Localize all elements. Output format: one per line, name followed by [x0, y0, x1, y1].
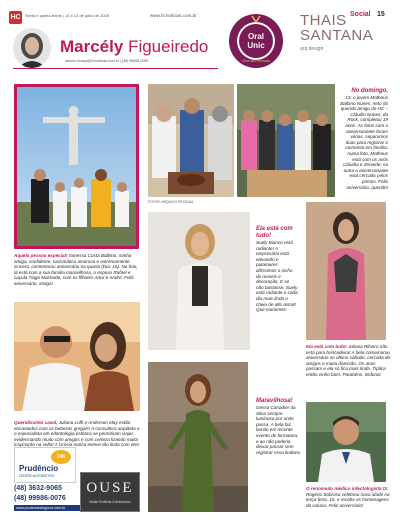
story-juliana-ribeiro-text [306, 344, 390, 378]
story-gessa-title: Maravilhosa! [256, 398, 293, 404]
prudencio-name: Prudêncio [19, 464, 59, 473]
ad-prudencio[interactable] [14, 447, 76, 519]
columnist-contact: admim.hcaqui@hcnoticias.com.br | (48) 99655-0081 [65, 59, 149, 63]
header [0, 0, 400, 78]
story-doctor-title: O renomado médico infectologista [306, 486, 382, 491]
story-suely-text [256, 226, 298, 313]
story-cristo-body: Vanessa Costa Balbino, minha amiga, confidente, carismática amorosa e extremamente sincera, comemorou aniversário na quarta (Dia, 16). Na foto, lá está com a sua família maravilhosa, o esposo Rafael e caçula Tiago Machado, com os filhotes Artur e André. Feliz aniversário, amiga! [14, 253, 138, 286]
story-couple-title: Queridíssimo casal, [14, 420, 58, 425]
story-doctor-text [306, 486, 392, 508]
page-number: 15 [377, 11, 385, 18]
sponsor-sub: arq design [300, 46, 324, 52]
oral-unic-seal [228, 12, 284, 70]
photo-birthday-cousins [237, 84, 335, 197]
photo-birthday-grandparents [148, 84, 234, 197]
prudencio-phone-1[interactable]: (48) 3632-9065 [14, 485, 84, 492]
hc-logo: HC [9, 11, 22, 24]
story-suely-body: Suely Bianco está radiante! A empresária está elevando o patamares altíssimos o nicho de moveis e decoração. E se não bastasse, Suely está radiante e cada dia mais linda e cheia de alto astral! Que momento! [256, 240, 298, 313]
columnist-last-name: Figueiredo [128, 37, 209, 56]
seal-bottom-text: Unic [247, 41, 265, 50]
columnist-underline [13, 68, 218, 69]
photo-credit: FOTOS: ARQUIVO PESSOAL [148, 200, 194, 204]
prudencio-badge: 24h [51, 450, 71, 464]
prudencio-site[interactable]: www.prudencioseguros.com.br [14, 505, 90, 511]
story-juliana-ribeiro-title: Ela está com tudo! [306, 344, 347, 349]
story-domingo-text [340, 88, 388, 190]
story-doctor-body: Dr. Rogério Sobrosa celebrou nova idade na terça-feira, 15, e recebe as homenagens da coluna. Feliz aniversário! [306, 486, 390, 508]
sponsor-line1: THAIS [300, 12, 347, 29]
seal-top-text: Oral [247, 32, 264, 41]
prudencio-sub: CENTRO AUTOMOTIVO [19, 474, 55, 478]
header-date: Sexta e quinta-feiras | 13 a 14 de julho de 2025 [25, 13, 109, 18]
seal-ring-text: Diva da Formosa [242, 59, 270, 63]
photo-couple [14, 302, 140, 411]
photo-cristo-family [14, 84, 139, 249]
photo-suely [148, 212, 250, 350]
story-juliana-ribeiro-body: Juliana Ribeiro não está para brincadeira! A bela comemorou aniversário no último sábado, cercada de amigos e muita diversão. Os anos passam e ela só fica mais linda. Tiplica então vinho bom. Parabéns, lindona! [306, 344, 391, 377]
photo-gessa [148, 362, 248, 512]
photo-juliana-ribeiro [306, 202, 386, 340]
story-gessa-text [256, 398, 302, 455]
columnist-avatar [13, 28, 51, 68]
columnist-name [60, 37, 208, 57]
story-cristo-title: Aquela pessoa especial! [14, 253, 68, 258]
story-couple-body: Juliana Loffi e Anderson May estão encantados com os bebezas gregais! A consultora arquiteta e o especialista em odontologia estética se permitiram viajar, evidenciando muito com amigos e com certeza lizando muita inspiração na volta! A Grécia nunca esteve tão linda com eles [14, 420, 140, 448]
columnist-first-name: Marcély [60, 37, 124, 56]
ouse-name: OUSE [86, 480, 134, 496]
story-domingo-title: No domingo, [351, 88, 388, 94]
story-cristo-text [14, 253, 141, 287]
photo-doctor [306, 402, 386, 482]
story-suely-title: Ela está com tudo! [256, 226, 293, 239]
sponsor-line2: SANTANA [300, 27, 374, 44]
story-gessa-body: Gessa Canadier da Silva sempre luminosa por onde passa. A bela faz bonito em recente evento de formatura, e ao não poderia deixar passar sem registrar essa lindeza. [256, 405, 301, 455]
header-site[interactable]: www.hcnoticias.com.br [150, 13, 197, 18]
ad-ouse[interactable] [80, 472, 140, 512]
prudencio-phone-2[interactable]: (48) 99986-0076 [14, 495, 66, 502]
story-domingo-body: 13, o jovem Matheus Balbino Nunes, neto do querido amigo do HC – Cláudio Nunes, da Rock, completou 19 anos. As fotos com o aniversariante foram várias, separamos duas para registrar o momento em família: numa foto, Matheus está com os avós Cláudia e Zenaide; na outra o aniversariante está cercado pelos primos. Feliz aniversário, querido! [340, 95, 388, 190]
prudencio-logo-box [14, 447, 76, 483]
section-label: Social [350, 11, 371, 18]
sponsor-logo [300, 12, 374, 69]
ouse-sub: Moda Feminina & Acessórios [89, 500, 131, 504]
